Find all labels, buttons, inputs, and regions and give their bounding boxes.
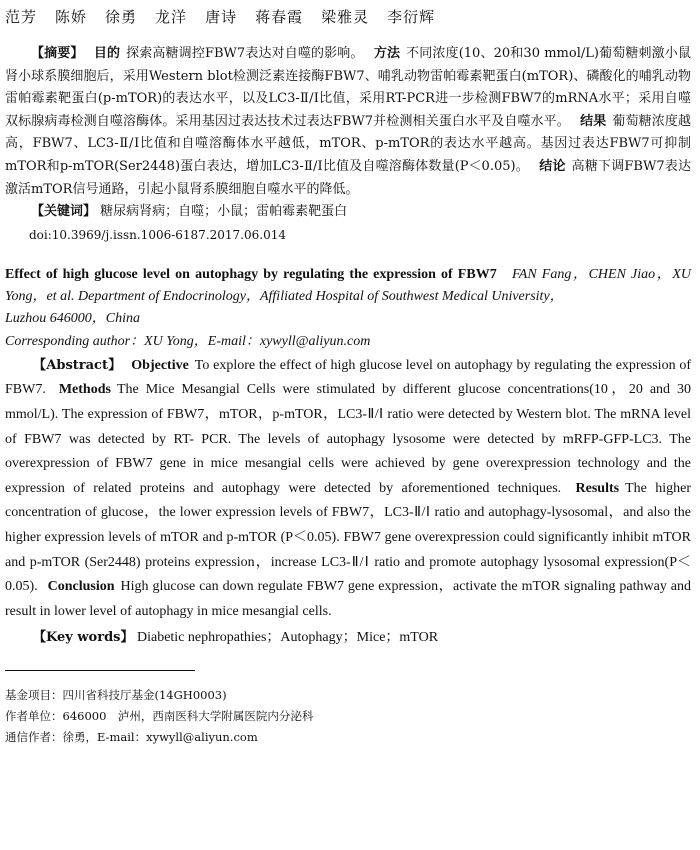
en-department: Department of Endocrinology，Affiliated Hospital of Southwest Medical University， xyxy=(78,288,564,304)
en-conclusion-text: High glucose can down regulate FBW7 gene expression，activate the mTOR signaling pathway and result in lower level of autophagy in mice mesangial cells. xyxy=(5,579,692,619)
en-results-label: Results xyxy=(575,480,620,496)
footnote-affiliation: 作者单位：646000 泸州，西南医科大学附属医院内分泌科 xyxy=(5,709,314,724)
en-abstract-tag: 【Abstract】 xyxy=(33,357,122,373)
en-keywords-text: Diabetic nephropathies；Autophagy；Mice；mTOR xyxy=(136,630,439,646)
en-abstract xyxy=(5,354,691,625)
author-name: 梁雅灵 xyxy=(321,8,370,26)
author-name: 蒋春霞 xyxy=(255,8,304,26)
en-objective-text: To explore the effect of high glucose level on autophagy by regulating the expression of FBW7. xyxy=(5,357,691,398)
footnote-correspondence: 通信作者：徐勇，E-mail：xywyll@aliyun.com xyxy=(5,730,258,745)
cn-abstract xyxy=(5,43,691,201)
en-keywords xyxy=(5,626,691,650)
en-methods-text: The Mice Mesangial Cells were stimulated by different glucose concentrations(10，20 and 30 mmol/L). The expression of FBW7，mTOR，p-mTOR，LC3-Ⅱ/Ⅰ ratio were detected by Western blot. The mRNA level of FBW7 was detected by RT- PCR. The levels of autophagy lysosome were detected by mRFP-GFP-LC3. The overexpression of FBW7 gene in mice mesangial cells were achieved by gene overexpression technology and the expression of related proteins and autophagy were detected by aforementioned techniques. xyxy=(5,382,692,496)
cn-conclusion-label: 结论 xyxy=(539,158,566,174)
article-page xyxy=(5,6,691,748)
author-name: 范芳 xyxy=(5,8,38,26)
cn-results-text: 葡萄糖浓度越高，FBW7、LC3-Ⅱ/Ⅰ比值和自噬溶酶体水平越低，mTOR、p-mTOR的表达水平越高。基因过表达FBW7可抑制mTOR和p-mTOR(Ser2448)蛋白表达，增加LC3-Ⅱ/Ⅰ比值及自噬溶酶体数量(P＜0.05)。 xyxy=(5,113,691,174)
en-location: Luzhou 646000，China xyxy=(5,310,140,326)
doi: doi:10.3969/j.issn.1006-6187.2017.06.014 xyxy=(29,227,286,242)
cn-objective-text: 探索高糖调控FBW7表达对自噬的影响。 xyxy=(126,46,364,61)
en-title-block xyxy=(5,264,691,308)
cn-keywords xyxy=(5,201,691,224)
author-name: 唐诗 xyxy=(205,8,238,26)
author-name: 李衍辉 xyxy=(387,8,436,26)
en-objective-label: Objective xyxy=(131,357,189,373)
cn-conclusion-text: 高糖下调FBW7表达激活mTOR信号通路，引起小鼠肾系膜细胞自噬水平的降低。 xyxy=(5,158,691,197)
cn-keywords-tag: 【关键词】 xyxy=(31,204,97,220)
cn-methods-label: 方法 xyxy=(373,46,401,61)
en-authors: FAN Fang，CHEN Jiao，XU Yong，et al. xyxy=(5,266,691,304)
en-keywords-tag: 【Key words】 xyxy=(33,630,134,646)
footnote-divider xyxy=(5,670,195,671)
author-name: 龙洋 xyxy=(155,8,188,26)
author-name: 陈娇 xyxy=(55,8,88,26)
author-list xyxy=(5,6,691,27)
author-name: 徐勇 xyxy=(105,8,138,26)
cn-abstract-tag: 【摘要】 xyxy=(31,46,84,61)
en-conclusion-label: Conclusion xyxy=(47,579,115,595)
en-title: Effect of high glucose level on autophagy by regulating the expression of FBW7 xyxy=(5,266,497,282)
cn-objective-label: 目的 xyxy=(93,46,121,61)
cn-methods-text: 不同浓度(10、20和30 mmol/L)葡萄糖刺激小鼠肾小球系膜细胞后，采用Western blot检测泛素连接酶FBW7、哺乳动物雷帕霉素靶蛋白(mTOR)、磷酸化的哺乳动物雷帕霉素靶蛋白(p-mTOR)的表达水平，以及LC3-Ⅱ/Ⅰ比值，采用RT-PCR进一步检测FBW7的mRNA水平；采用自噬双标腺病毒检测自噬溶酶体。采用基因过表达技术过表达FBW7并检测相关蛋白水平及自噬水平。 xyxy=(5,46,691,129)
en-methods-label: Methods xyxy=(58,382,111,398)
cn-keywords-text: 糖尿病肾病；自噬；小鼠；雷帕霉素靶蛋白 xyxy=(100,204,348,220)
footnote-fund: 基金项目：四川省科技厅基金(14GH0003) xyxy=(5,688,227,703)
en-results-text: The higher concentration of glucose，the lower expression levels of FBW7，LC3-Ⅱ/Ⅰ ratio and autophagy-lysosomal，and also the higher expression levels of mTOR and p-mTOR (P＜0.05). FBW7 gene overexpression could significantly inhibit mTOR and p-mTOR (Ser2448) proteins expression，increase LC3-Ⅱ/Ⅰ ratio and promote autophagy lysosomal expression(P＜0.05). xyxy=(5,480,692,595)
cn-results-label: 结果 xyxy=(580,113,607,129)
en-corresponding-author: Corresponding author：XU Yong，E-mail：xywyll@aliyun.com xyxy=(5,333,371,349)
